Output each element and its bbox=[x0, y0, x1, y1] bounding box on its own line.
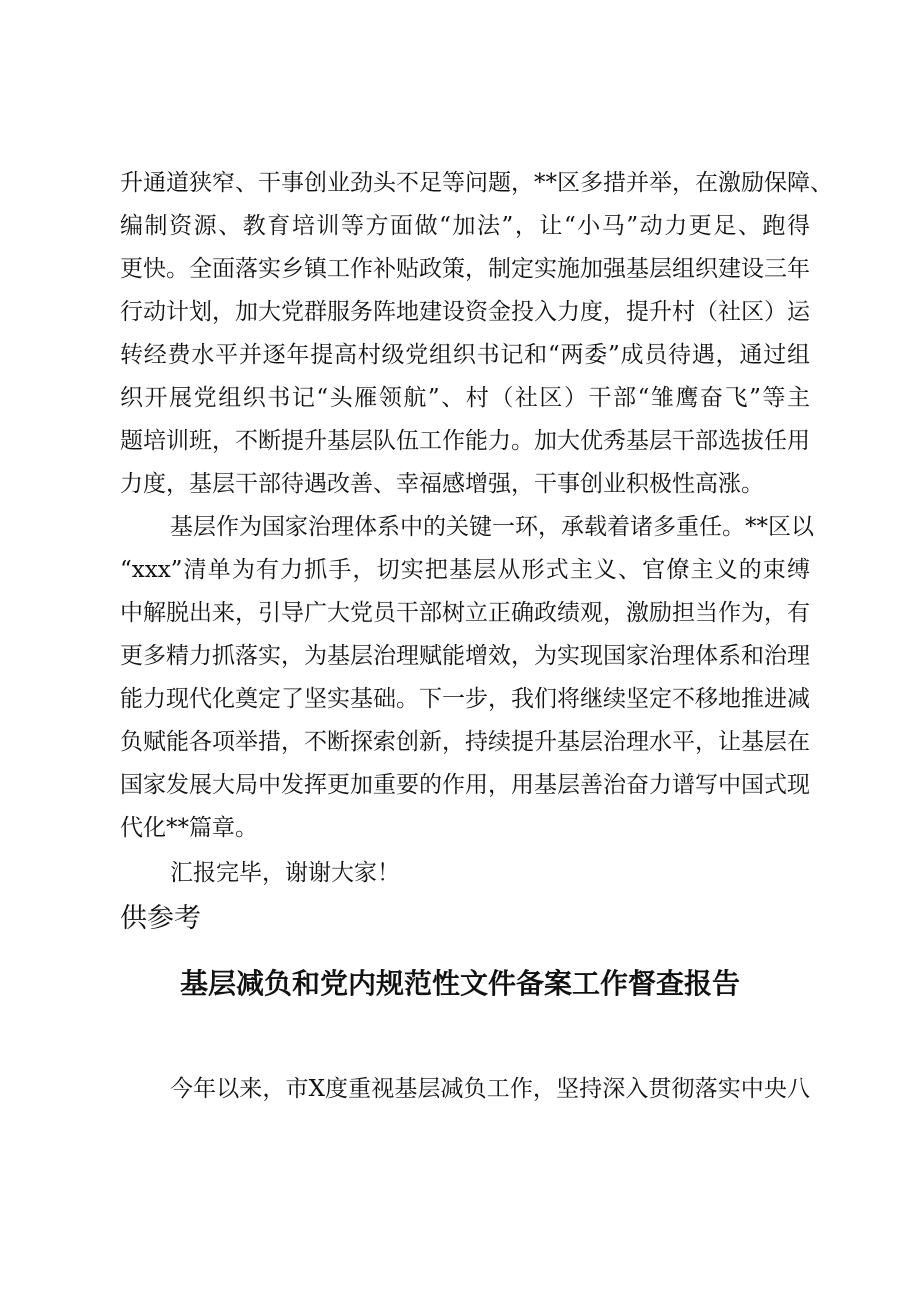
paragraph-line: 力度，基层干部待遇改善、幸福感增强，干事创业积极性高涨。 bbox=[120, 471, 764, 497]
closing-line: 汇报完毕，谢谢大家！ bbox=[170, 860, 400, 886]
paragraph-line: 织开展党组织书记“头雁领航”、村（社区）干部“雏鹰奋飞”等主 bbox=[120, 385, 810, 411]
paragraph-line: “xxx”清单为有力抓手，切实把基层从形式主义、官僚主义的束缚 bbox=[120, 557, 810, 583]
paragraph-line: 基层作为国家治理体系中的关键一环，承载着诸多重任。**区以 bbox=[170, 514, 814, 540]
paragraph-line: 负赋能各项举措，不断探索创新，持续提升基层治理水平，让基层在 bbox=[120, 729, 810, 755]
paragraph-line: 行动计划，加大党群服务阵地建设资金投入力度，提升村（社区）运 bbox=[120, 299, 810, 325]
reference-label: 供参考 bbox=[120, 903, 201, 934]
document-title: 基层减负和党内规范性文件备案工作督查报告 bbox=[179, 967, 740, 1000]
paragraph-line: 编制资源、教育培训等方面做“加法”，让“小马”动力更足、跑得 bbox=[120, 213, 810, 239]
paragraph-line: 升通道狭窄、干事创业劲头不足等问题，**区多措并举，在激励保障、 bbox=[120, 170, 833, 196]
paragraph-line: 更快。全面落实乡镇工作补贴政策，制定实施加强基层组织建设三年 bbox=[120, 256, 810, 282]
paragraph-line: 代化**篇章。 bbox=[120, 815, 258, 841]
paragraph-line: 国家发展大局中发挥更加重要的作用，用基层善治奋力谱写中国式现 bbox=[120, 772, 810, 798]
paragraph-line: 题培训班，不断提升基层队伍工作能力。加大优秀基层干部选拔任用 bbox=[120, 428, 810, 454]
paragraph-line: 中解脱出来，引导广大党员干部树立正确政绩观，激励担当作为，有 bbox=[120, 600, 810, 626]
paragraph-line: 能力现代化奠定了坚实基础。下一步，我们将继续坚定不移地推进减 bbox=[120, 686, 810, 712]
paragraph-line: 更多精力抓落实，为基层治理赋能增效，为实现国家治理体系和治理 bbox=[120, 643, 810, 669]
paragraph-line: 转经费水平并逐年提高村级党组织书记和“两委”成员待遇，通过组 bbox=[120, 342, 810, 368]
paragraph-line: 今年以来，市X度重视基层减负工作，坚持深入贯彻落实中央八 bbox=[170, 1076, 810, 1102]
